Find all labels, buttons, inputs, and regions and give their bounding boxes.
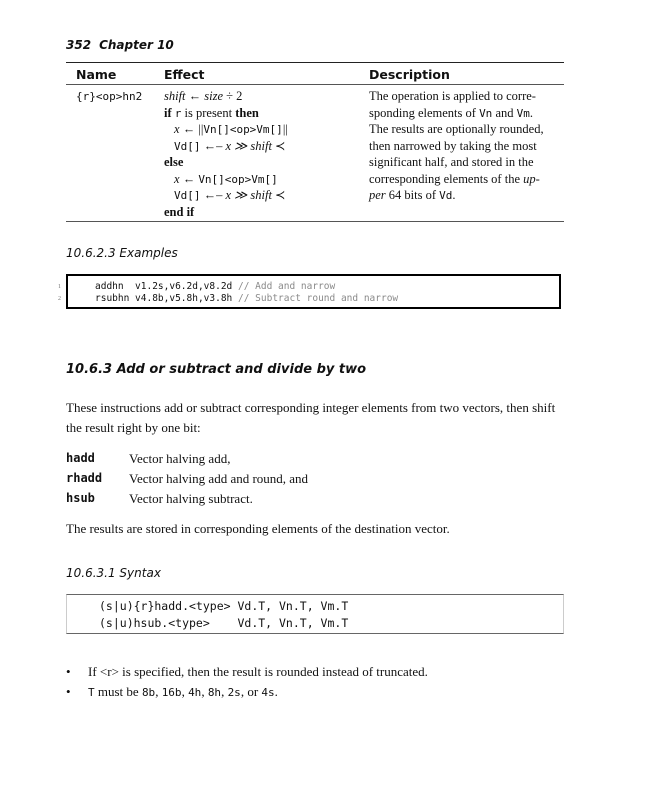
effect-line: else (164, 155, 184, 169)
definition-term: rhadd (66, 471, 103, 485)
syntax-line: (s|u)hsub.<type> Vd.T, Vn.T, Vm.T (99, 616, 349, 630)
effect-line: Vd[] ←– x ≫ shift ≺ (174, 188, 286, 202)
effect-line: shift ← size ÷ 2 (164, 89, 243, 103)
code-line: rsubhn v4.8b,v5.8h,v3.8h // Subtract round and narrow (95, 293, 399, 304)
page-number: 352 (66, 38, 92, 52)
code-line: addhn v1.2s,v6.2d,v8.2d // Add and narrow (95, 281, 336, 292)
section-heading: 10.6.3 Add or subtract and divide by two (66, 362, 367, 377)
instruction-table (66, 62, 564, 222)
result-paragraph: The results are stored in corresponding elements of the destination vector. (66, 521, 450, 536)
table-top-rule (66, 62, 564, 63)
effect-line: end if (164, 204, 195, 219)
effect-line: if r is present then (164, 105, 259, 120)
line-number: 2 (58, 296, 61, 302)
effect-line: x ← ||Vn[]<op>Vm[]|| (174, 122, 288, 136)
description-line: sponding elements of Vn and Vm. (369, 105, 533, 120)
description-line: The results are optionally rounded, (369, 122, 544, 136)
bullet-dot-icon: • (66, 684, 71, 699)
description-line: The operation is applied to corre- (369, 89, 536, 103)
running-head (66, 38, 174, 52)
description-line: corresponding elements of the up- (369, 171, 540, 186)
definition-term: hadd (66, 451, 95, 465)
table-bottom-rule (66, 221, 564, 222)
definition-desc: Vector halving add, (129, 451, 231, 466)
syntax-line: (s|u){r}hadd.<type> Vd.T, Vn.T, Vm.T (99, 599, 349, 613)
definition-term: hsub (66, 491, 95, 505)
code-comment: // Subtract round and narrow (238, 293, 399, 304)
header-name: Name (76, 67, 117, 82)
table-header-rule (66, 84, 564, 85)
line-number: 1 (58, 284, 61, 290)
syntax-block (66, 594, 564, 634)
examples-heading: 10.6.2.3 Examples (66, 246, 178, 260)
description-line: then narrowed by taking the most (369, 138, 537, 153)
bullet-dot-icon: • (66, 664, 71, 679)
syntax-heading: 10.6.3.1 Syntax (66, 566, 161, 580)
code-comment: // Add and narrow (238, 281, 336, 292)
instruction-name: {r}<op>hn2 (76, 90, 143, 103)
definition-desc: Vector halving add and round, and (129, 471, 309, 486)
header-effect: Effect (164, 67, 205, 82)
bullet-text: T must be 8b, 16b, 4h, 8h, 2s, or 4s. (88, 684, 278, 699)
intro-paragraph: These instructions add or subtract corresponding integer elements from two vectors, then shift the result right by one bit: (66, 400, 556, 435)
effect-line: x ← Vn[]<op>Vm[] (174, 171, 278, 186)
description-line: per 64 bits of Vd. (369, 188, 456, 202)
chapter-title: Chapter 10 (99, 38, 174, 52)
description-line: significant half, and stored in the (369, 155, 534, 169)
effect-line: Vd[] ←– x ≫ shift ≺ (174, 138, 286, 153)
header-description: Description (369, 67, 450, 82)
definition-desc: Vector halving subtract. (129, 491, 253, 506)
bullet-text: If <r> is specified, then the result is rounded instead of truncated. (88, 664, 428, 679)
